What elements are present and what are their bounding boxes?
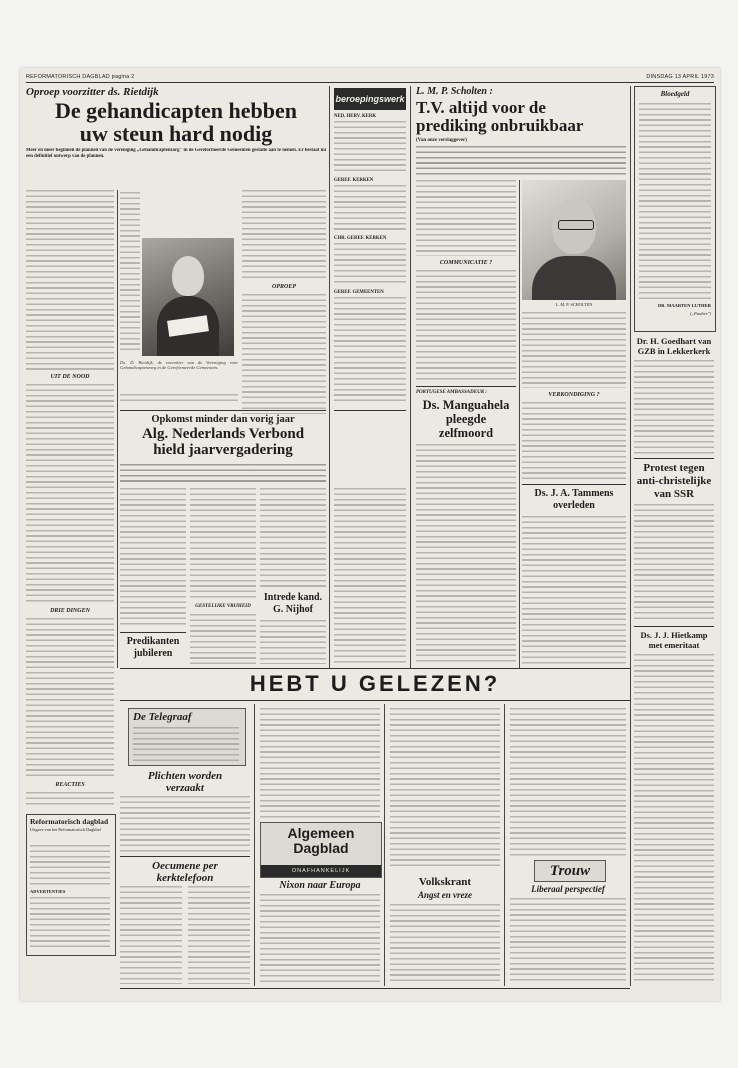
beroep-text-4 — [334, 297, 406, 405]
scholten-col2-b — [522, 402, 626, 480]
gzb-headline — [634, 336, 714, 356]
colofon-box — [26, 814, 116, 956]
main-col1-text — [26, 190, 114, 370]
press-mid-text — [260, 708, 380, 818]
gzb-headline-line-1: Dr. H. Goedhart van — [636, 336, 712, 346]
telegraaf-headline — [120, 770, 250, 794]
telegraaf-clip-text — [133, 727, 239, 761]
rule-tammens — [522, 484, 626, 485]
main-headline-line-2: uw steun hard nodig — [79, 121, 273, 146]
colofon-title: Reformatorisch dagblad — [30, 817, 109, 826]
beroep-text-3 — [334, 243, 406, 283]
rule-portugese — [416, 386, 516, 387]
main-col2-text — [120, 394, 238, 404]
oecumene-text-2 — [188, 886, 250, 984]
ad-clipping — [260, 822, 382, 878]
rule-hietkamp — [634, 626, 714, 627]
predikanten-headline-line-1: Predikanten — [126, 636, 180, 647]
main-headline-line-1: De gehandicapten hebben — [54, 98, 298, 123]
tammens-headline-line-2: overleden — [553, 500, 595, 511]
oecumene-headline — [120, 860, 250, 884]
colofon-text — [30, 845, 110, 885]
scholten-headline-line-2: prediking onbruikbaar — [416, 116, 584, 135]
col-divider-1 — [117, 190, 118, 668]
portugese-headline-line-1: Ds. Manguahela — [422, 398, 510, 412]
portugese-headline-line-2: pleegde — [445, 412, 487, 426]
press-divider-1 — [254, 704, 255, 986]
colofon-ads-text — [30, 897, 110, 949]
oecumene-headline-line-2: kerktelefoon — [156, 872, 214, 884]
beroep-section-4: GEREF. GEMEENTEN — [334, 290, 384, 295]
portrait-glasses — [558, 220, 594, 230]
intrede-headline-line-1: Intrede kand. — [263, 592, 323, 603]
subhead-drie-dingen: DRIE DINGEN — [50, 608, 90, 614]
rule-predikanten — [120, 632, 186, 633]
portugese-text — [416, 444, 516, 664]
beroep-text-2 — [334, 185, 406, 231]
photo-ds-rietdijk — [142, 238, 234, 356]
colofon-ads-label: ADVERTENTIES — [30, 889, 66, 894]
press-review-banner: HEBT U GELEZEN? — [249, 671, 501, 696]
rule-main-bottom — [120, 410, 326, 411]
scholten-headline-line-1: T.V. altijd voor de — [416, 98, 546, 117]
beroep-section-1: NED. HERV. KERK — [334, 114, 377, 119]
beroep-section-3: CHR. GEREF. KERKEN — [334, 236, 387, 241]
volkskrant-headline: Angst en vreze — [418, 890, 472, 900]
scholten-col1 — [416, 180, 516, 256]
scholten-col2 — [522, 312, 626, 388]
scholten-col1-b — [416, 270, 516, 382]
subhead-reacties: REACTIES — [55, 782, 85, 788]
scholten-intro — [416, 146, 626, 176]
portugese-kicker: PORTUGESE AMBASSADEUR : — [416, 390, 487, 395]
bloedgeld-text — [639, 103, 711, 299]
photo-caption-rietdijk: Ds. D. Rietdijk, de voorzitter van de Vereniging voor Gehandicaptenzorg in de Gereformeerde Gemeenten. — [120, 360, 238, 371]
gzb-text — [634, 360, 714, 454]
hietkamp-headline-line-2: met emeritaat — [648, 640, 700, 650]
col-divider-5 — [630, 86, 631, 986]
protest-headline-line-2: anti-christelijke — [636, 475, 712, 487]
col-divider-2 — [329, 86, 330, 668]
protest-text — [634, 504, 714, 622]
verbond-col3 — [260, 488, 326, 588]
volkskrant-text — [390, 904, 500, 984]
portrait-face — [172, 256, 204, 296]
ad-headline: Nixon naar Europa — [279, 880, 361, 891]
intrede-headline-line-2: G. Nijhof — [273, 604, 313, 615]
main-col1-text-2 — [26, 384, 114, 604]
portrait-body — [532, 256, 616, 300]
scholten-byline: (Van onze verslaggever) — [416, 138, 467, 143]
verbond-col2 — [190, 488, 256, 600]
colofon-subtitle: Uitgave van het Reformatorisch Dagblad — [30, 827, 101, 832]
verbond-headline — [120, 414, 326, 458]
telegraaf-text — [120, 796, 250, 852]
ad-logo-line-1: Algemeen — [287, 825, 355, 841]
verbond-headline-line-2: Alg. Nederlands Verbond — [141, 426, 305, 442]
rule-press-bottom — [120, 988, 630, 989]
verbond-col1 — [120, 488, 186, 628]
subhead-communicatie: COMMUNICATIE ? — [439, 260, 493, 266]
hietkamp-headline-line-1: Ds. J. J. Hietkamp — [640, 630, 708, 640]
protest-headline-line-3: van SSR — [653, 488, 695, 500]
beroep-text-1 — [334, 121, 406, 173]
header-rule — [26, 82, 714, 83]
gzb-headline-line-2: GZB in Lekkerkerk — [637, 346, 711, 356]
right-col-continued-text — [634, 698, 714, 984]
tammens-headline-line-1: Ds. J. A. Tammens — [534, 488, 614, 499]
beroep-section-2: GEREF. KERKEN — [334, 178, 374, 183]
protest-headline — [634, 462, 714, 501]
rule-press-banner — [120, 700, 630, 701]
bloedgeld-title: Bloedgeld — [660, 90, 690, 98]
main-col1-text-4 — [26, 792, 114, 808]
verbond-intro — [120, 464, 326, 482]
telegraaf-headline-line-1: Plichten worden — [147, 770, 223, 782]
tammens-headline — [522, 488, 626, 512]
ad-text — [260, 894, 380, 984]
scholten-headline — [416, 99, 626, 135]
scholten-kicker: L. M. P. Scholten : — [416, 86, 493, 97]
hietkamp-text — [634, 654, 714, 694]
subhead-verkondiging: VERKONDIGING ? — [548, 392, 600, 398]
verbond-headline-line-3: hield jaarvergadering — [153, 442, 293, 458]
verbond-headline-line-1: Opkomst minder dan vorig jaar — [151, 414, 295, 425]
main-intro: Meer en meer beginnen de plannen van de vereniging „Gehandicaptenzorg" in de Gereformeerde Gemeenten gestalte aan te nemen. Er bestaat nu een definitief ontwerp van de plannen. — [26, 148, 326, 159]
tammens-text — [522, 516, 626, 664]
portugese-headline — [416, 398, 516, 440]
verbond-col2-b — [190, 614, 256, 664]
portugese-headline-line-3: zelfmoord — [438, 426, 494, 440]
press-divider-2 — [384, 704, 385, 986]
photo-scholten — [522, 180, 626, 300]
col-divider-4 — [519, 180, 520, 668]
telegraaf-logo: De Telegraaf — [133, 711, 192, 723]
subhead-gestelijke-vrijheid: GESTELIJKE VRIJHEID — [195, 604, 251, 609]
oecumene-headline-line-1: Oecumene per — [152, 860, 218, 872]
main-col1-text-3 — [26, 618, 114, 778]
verbond-col4 — [334, 488, 406, 664]
predikanten-headline — [120, 636, 186, 660]
protest-headline-line-1: Protest tegen — [643, 462, 705, 474]
main-kicker: Oproep voorzitter ds. Rietdijk — [26, 86, 159, 98]
predikanten-headline-line-2: jubileren — [133, 648, 173, 659]
rule-protest — [634, 458, 714, 459]
hietkamp-headline — [634, 630, 714, 650]
main-col3-text-2 — [242, 294, 326, 414]
rule-oecumene — [120, 856, 250, 857]
ad-logo-line-2: Dagblad — [293, 840, 349, 856]
rule-press-top — [120, 668, 630, 669]
subhead-uit-de-nood: UIT DE NOOD — [50, 374, 90, 380]
bloedgeld-signature-note: („Pauber") — [689, 311, 711, 316]
trouw-logo: Trouw — [534, 860, 606, 882]
photo-caption-scholten: L. M. P. SCHOLTEN — [555, 302, 593, 307]
telegraaf-headline-line-2: verzaakt — [166, 782, 204, 794]
intrede-text — [260, 620, 326, 664]
trouw-text — [510, 898, 626, 984]
oecumene-text-1 — [120, 886, 182, 984]
page-header-date: DINSDAG 13 APRIL 1973 — [646, 74, 714, 80]
press-far-right-text — [510, 708, 626, 856]
ad-logo-sub: ONAFHANKELIJK — [261, 865, 381, 877]
newspaper-page — [20, 68, 720, 1001]
bloedgeld-signature: DR. MAARTEN LUTHER — [657, 303, 711, 308]
press-right-text — [390, 708, 500, 868]
trouw-headline: Liberaal perspectief — [531, 884, 605, 894]
telegraaf-clipping — [128, 708, 246, 766]
volkskrant-logo: Volkskrant — [418, 876, 472, 888]
beroepingswerk-logo: beroepingswerk — [334, 88, 406, 110]
intrede-headline — [260, 592, 326, 616]
subhead-oproep: OPROEP — [272, 284, 296, 290]
main-col2-text-side — [120, 192, 140, 352]
bloedgeld-box — [634, 86, 716, 332]
page-header-left: REFORMATORISCH DAGBLAD pagina 2 — [26, 74, 135, 80]
main-headline — [26, 99, 326, 145]
rule-beroep-bottom — [334, 410, 406, 411]
col-divider-3 — [410, 86, 411, 668]
main-col3-text — [242, 190, 326, 280]
press-divider-3 — [504, 704, 505, 986]
